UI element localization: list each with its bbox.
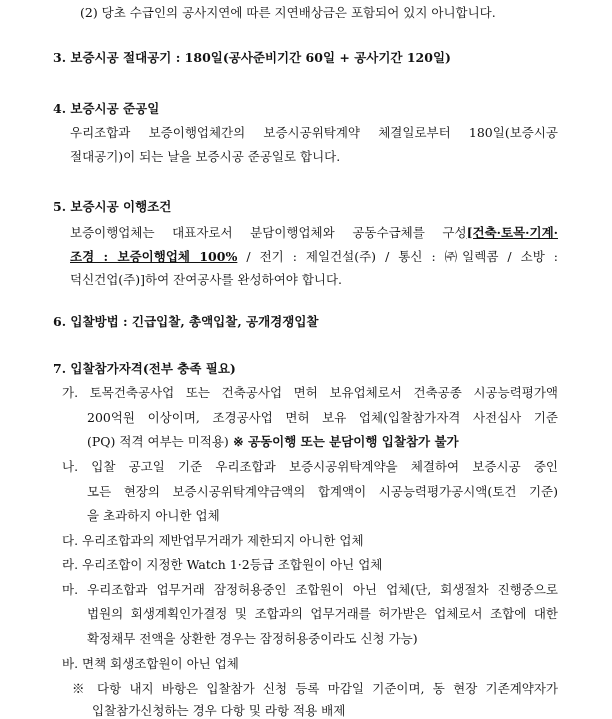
section-5-line-2 [70, 249, 558, 265]
section-4-line-1: 우리조합과 보증이행업체간의 보증시공위탁계약 체결일로부터 180일(보증시공 [70, 125, 558, 140]
item-na-line-1: 나. 입찰 공고일 기준 우리조합과 보증시공위탁계약을 체결하여 보증시공 중인 [62, 459, 558, 474]
item-da: 다. 우리조합과의 제반업무거래가 제한되지 아니한 업체 [62, 533, 364, 548]
section-5-line-2-text: / 전기 : 제일건설(주) / 통신 : ㈜일렉콤 / 소방 : [237, 249, 558, 264]
section-4-title: 4. 보증시공 준공일 [53, 101, 160, 116]
item-na-line-3: 을 초과하지 아니한 업체 [87, 508, 220, 523]
item-na-line-2: 모든 현장의 보증시공위탁계약금액의 합계액이 시공능력평가공시액(토건 기준) [87, 484, 558, 499]
item-ma-line-1: 마. 우리조합과 업무거래 잠정허용중인 조합원이 아닌 업체(단, 회생절차 진행중으로 [62, 582, 558, 597]
item-ba: 바. 면책 회생조합원이 아닌 업체 [62, 656, 239, 671]
item-ra: 라. 우리조합이 지정한 Watch 1·2등급 조합원이 아닌 업체 [62, 557, 383, 572]
section-5-scope-bracket: [건축·토목·기계· [466, 225, 558, 240]
section-5-line-1 [70, 225, 558, 241]
section-3-absolute-period: 3. 보증시공 절대공기 : 180일(공사준비기간 60일 + 공사기간 120일) [53, 50, 451, 65]
note-line-1: ※ 다항 내지 바항은 입찰참가 신청 등록 마감일 기준이며, 동 현장 기존계약자가 [72, 681, 558, 696]
item-ga-line-3 [87, 434, 459, 450]
section-7-title: 7. 입찰참가자격(전부 충족 필요) [53, 361, 236, 376]
section-5-scope-guarantor: 조경 : 보증이행업체 100% [70, 249, 238, 264]
item-ga-joint-notice: ※ 공동이행 또는 분담이행 입찰참가 불가 [228, 434, 459, 449]
section-4-line-2: 절대공기)이 되는 날을 보증시공 준공일로 합니다. [70, 149, 341, 164]
section-5-line-1-text: 보증이행업체는 대표자로서 분담이행업체와 공동수급체를 구성 [70, 225, 467, 240]
section-6-bid-method: 6. 입찰방법 : 긴급입찰, 총액입찰, 공개경쟁입찰 [53, 314, 319, 329]
note-line-2: 입찰참가신청하는 경우 다항 및 라항 적용 배제 [92, 703, 346, 718]
item-ga-line-1: 가. 토목건축공사업 또는 건축공사업 면허 보유업체로서 건축공종 시공능력평가액 [62, 385, 558, 400]
section-5-line-3: 덕신건업(주)]하여 잔여공사를 완성하여야 합니다. [70, 272, 343, 287]
item-ga-line-2: 200억원 이상이며, 조경공사업 면허 보유 업체(입찰참가자격 사전심사 기준 [87, 410, 558, 425]
clause-2-delay-compensation: (2) 당초 수급인의 공사지연에 따른 지연배상금은 포함되어 있지 아니합니다. [80, 5, 496, 20]
item-ma-line-2: 법원의 회생계획인가결정 및 조합과의 업무거래를 허가받은 업체로서 조합에 대한 [87, 606, 558, 621]
section-5-title: 5. 보증시공 이행조건 [53, 199, 172, 214]
item-ma-line-3: 확정채무 전액을 상환한 경우는 잠정허용중이라도 신청 가능) [87, 631, 418, 646]
item-ga-line-3-text: (PQ) 적격 여부는 미적용) [87, 434, 229, 449]
